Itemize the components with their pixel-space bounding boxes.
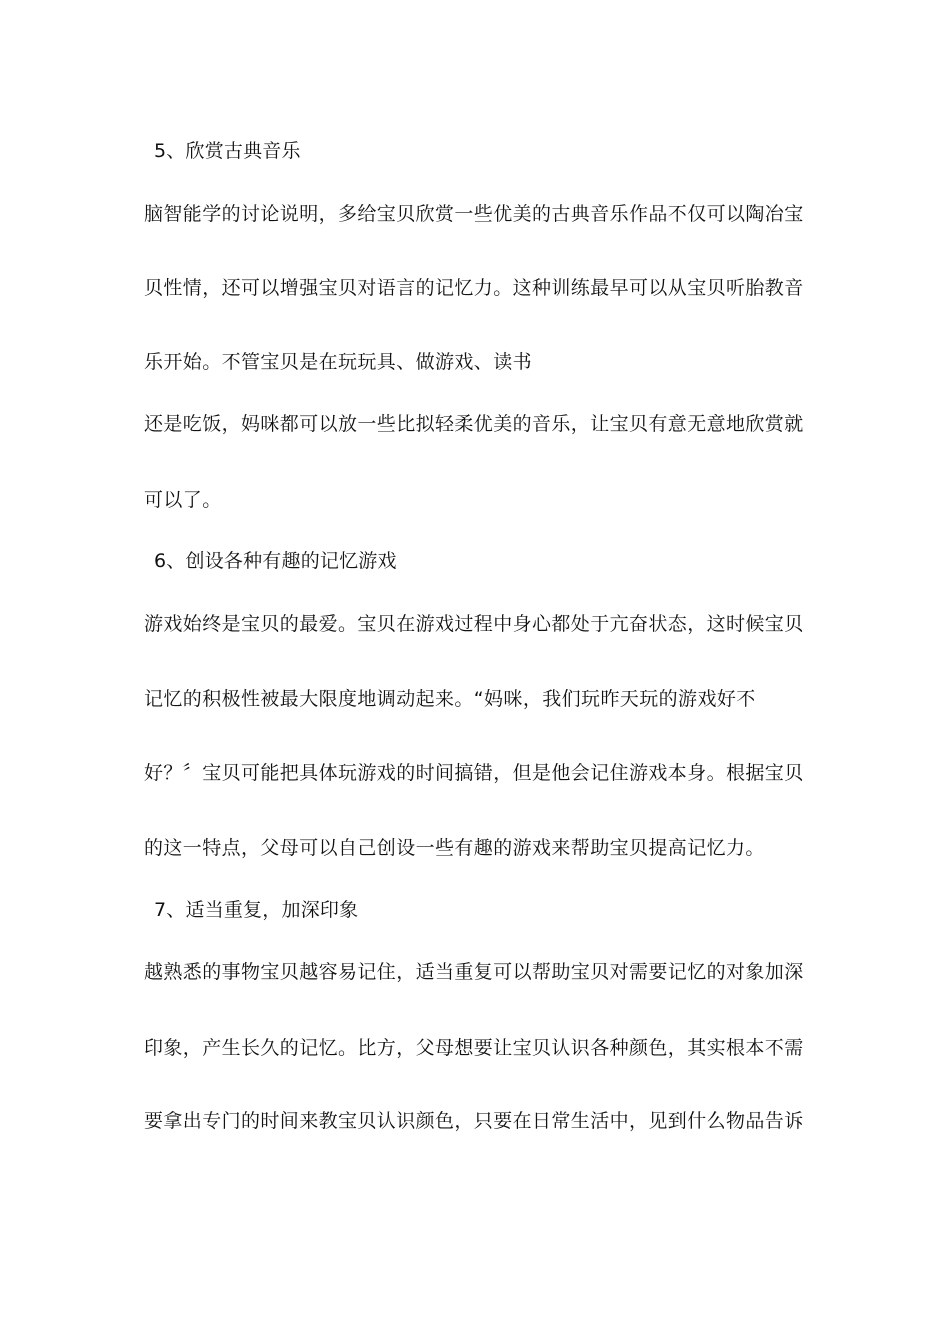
paragraph-line: 乐开始。不管宝贝是在玩玩具、做游戏、读书 bbox=[144, 351, 533, 373]
paragraph-line: 可以了。 bbox=[144, 489, 222, 511]
paragraph-line: 要拿出专门的时间来教宝贝认识颜色，只要在日常生活中，见到什么物品告诉 bbox=[144, 1110, 804, 1132]
paragraph-line: 还是吃饭，妈咪都可以放一些比拟轻柔优美的音乐，让宝贝有意无意地欣赏就 bbox=[144, 413, 804, 435]
paragraph-line: 的这一特点，父母可以自己创设一些有趣的游戏来帮助宝贝提高记忆力。 bbox=[144, 837, 765, 859]
paragraph-line: 脑智能学的讨论说明，多给宝贝欣赏一些优美的古典音乐作品不仅可以陶冶宝 bbox=[144, 203, 804, 225]
section-heading-7: 7、适当重复，加深印象 bbox=[154, 899, 359, 921]
paragraph-line: 印象，产生长久的记忆。比方，父母想要让宝贝认识各种颜色，其实根本不需 bbox=[144, 1037, 804, 1059]
paragraph-line: 贝性情，还可以增强宝贝对语言的记忆力。这种训练最早可以从宝贝听胎教音 bbox=[144, 277, 804, 299]
paragraph-line: 越熟悉的事物宝贝越容易记住，适当重复可以帮助宝贝对需要记忆的对象加深 bbox=[144, 961, 804, 983]
paragraph-line: 记忆的积极性被最大限度地调动起来。“妈咪，我们玩昨天玩的游戏好不 bbox=[144, 688, 756, 710]
paragraph-line: 游戏始终是宝贝的最爱。宝贝在游戏过程中身心都处于亢奋状态，这时候宝贝 bbox=[144, 613, 804, 635]
section-heading-5: 5、欣赏古典音乐 bbox=[154, 140, 301, 162]
section-heading-6: 6、创设各种有趣的记忆游戏 bbox=[154, 550, 397, 572]
paragraph-line: 好？〞宝贝可能把具体玩游戏的时间搞错，但是他会记住游戏本身。根据宝贝 bbox=[144, 762, 804, 784]
